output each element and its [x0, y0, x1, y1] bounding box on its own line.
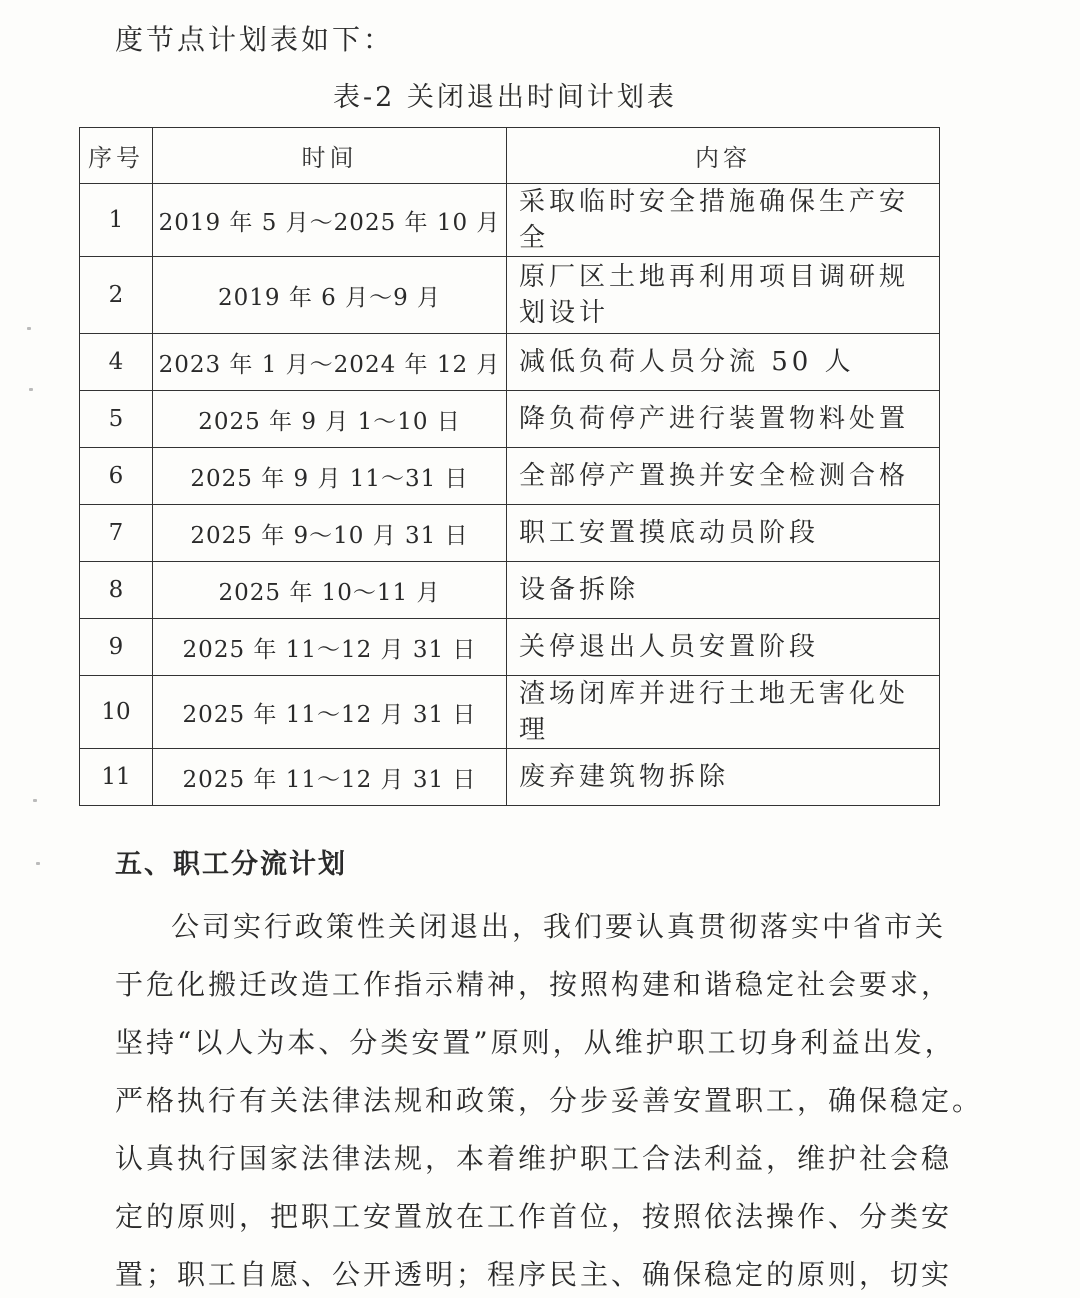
row-time: 2019 年 5 月～2025 年 10 月: [153, 184, 507, 257]
row-time: 2025 年 9～10 月 31 日: [153, 505, 507, 562]
section-heading: 五、职工分流计划: [115, 849, 347, 880]
table-row: [80, 257, 940, 334]
row-number: 4: [80, 334, 153, 391]
row-number: 9: [80, 619, 153, 676]
table-row: [80, 619, 940, 676]
table-row: [80, 391, 940, 448]
table-row: [80, 334, 940, 391]
row-content: 采取临时安全措施确保生产安全: [507, 184, 940, 257]
paragraph-line: 定的原则，把职工安置放在工作首位，按照依法操作、分类安: [115, 1200, 953, 1233]
column-header-content: 内容: [507, 128, 940, 184]
row-time: 2025 年 11～12 月 31 日: [153, 619, 507, 676]
row-number: 1: [80, 184, 153, 257]
paragraph-line: 置；职工自愿、公开透明；程序民主、确保稳定的原则，切实: [115, 1258, 953, 1291]
scan-speck: [27, 327, 31, 330]
scan-speck: [29, 388, 33, 391]
row-content: 废弃建筑物拆除: [507, 749, 940, 806]
paragraph-line: 于危化搬迁改造工作指示精神，按照构建和谐稳定社会要求，: [115, 968, 953, 1001]
paragraph-line: 严格执行有关法律法规和政策，分步妥善安置职工，确保稳定。: [115, 1084, 984, 1117]
row-number: 8: [80, 562, 153, 619]
row-content: 职工安置摸底动员阶段: [507, 505, 940, 562]
row-content: 原厂区土地再利用项目调研规划设计: [507, 257, 940, 334]
table-row: [80, 505, 940, 562]
intro-text: 度节点计划表如下：: [115, 23, 395, 56]
scan-speck: [36, 862, 40, 865]
body-paragraph: [115, 898, 984, 1304]
row-time: 2023 年 1 月～2024 年 12 月: [153, 334, 507, 391]
row-time: 2019 年 6 月～9 月: [153, 257, 507, 334]
scan-speck: [33, 799, 37, 802]
table-row: [80, 749, 940, 806]
column-header-time: 时间: [153, 128, 507, 184]
row-number: 6: [80, 448, 153, 505]
row-content: 降负荷停产进行装置物料处置: [507, 391, 940, 448]
paragraph-line: 认真执行国家法律法规，本着维护职工合法利益，维护社会稳: [115, 1142, 953, 1175]
table-row: [80, 562, 940, 619]
row-content: 减低负荷人员分流 50 人: [507, 334, 940, 391]
closure-schedule-table: [79, 127, 940, 806]
row-time: 2025 年 11～12 月 31 日: [153, 749, 507, 806]
row-number: 2: [80, 257, 153, 334]
column-header-no: 序号: [80, 128, 153, 184]
row-number: 5: [80, 391, 153, 448]
paragraph-line: 公司实行政策性关闭退出，我们要认真贯彻落实中省市关: [171, 910, 947, 943]
table-row: [80, 676, 940, 749]
table-row: [80, 184, 940, 257]
row-time: 2025 年 10～11 月: [153, 562, 507, 619]
row-time: 2025 年 9 月 11～31 日: [153, 448, 507, 505]
row-number: 10: [80, 676, 153, 749]
row-content: 关停退出人员安置阶段: [507, 619, 940, 676]
row-number: 11: [80, 749, 153, 806]
table-caption: 表-2 关闭退出时间计划表: [333, 82, 677, 113]
row-time: 2025 年 9 月 1～10 日: [153, 391, 507, 448]
row-content: 渣场闭库并进行土地无害化处理: [507, 676, 940, 749]
row-content: 设备拆除: [507, 562, 940, 619]
table-header-row: [80, 128, 940, 184]
row-content: 全部停产置换并安全检测合格: [507, 448, 940, 505]
table-row: [80, 448, 940, 505]
paragraph-line: 坚持“以人为本、分类安置”原则，从维护职工切身利益出发，: [115, 1026, 956, 1059]
row-number: 7: [80, 505, 153, 562]
row-time: 2025 年 11～12 月 31 日: [153, 676, 507, 749]
